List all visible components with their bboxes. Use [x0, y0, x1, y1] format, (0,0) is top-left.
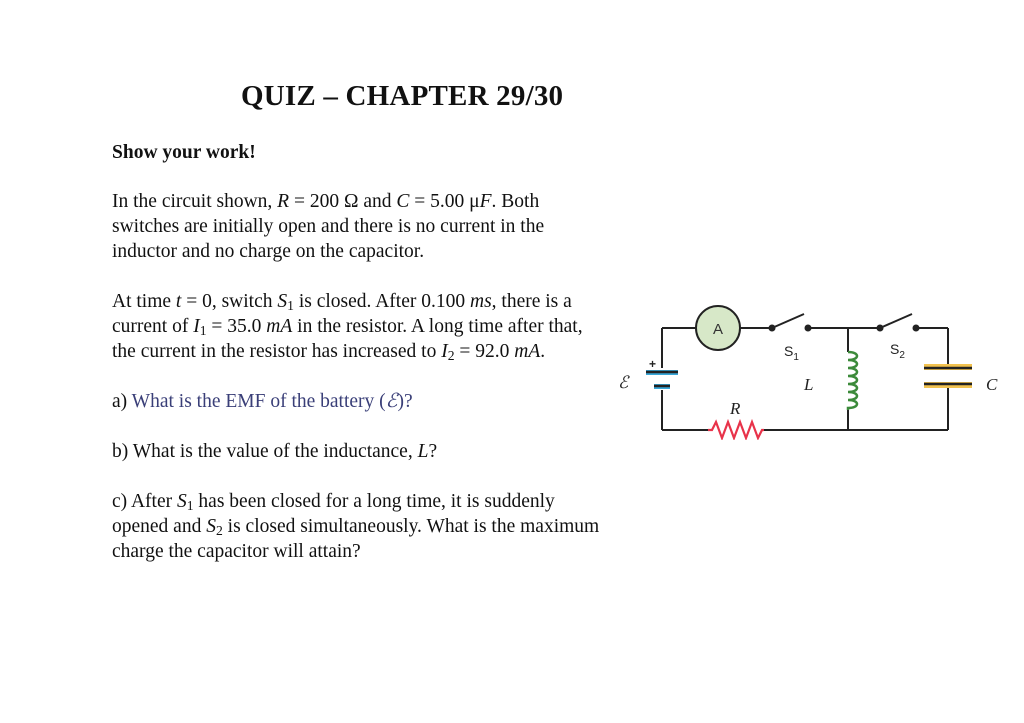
resistor-label: R [730, 399, 741, 418]
switch-s2 [877, 314, 920, 332]
switch-s2-label: $S_2$ [890, 341, 905, 361]
capacitor [924, 364, 972, 388]
quiz-body [112, 140, 602, 589]
question-c: c) After $S_1$ has been closed for a long time, it is suddenly opened and $S_2$ is closed simultaneously. What is the maximum charge the capacitor will attain? [112, 491, 600, 562]
capacitor-label: C [986, 375, 998, 394]
emf-label: ℰ [618, 373, 629, 392]
battery [646, 370, 678, 389]
problem-paragraph-1: In the circuit shown, R = 200 Ω and C = 5.00 μF. Both switches are initially open and there is no current in the inductor and no charge on the capacitor. [112, 191, 545, 262]
circuit-diagram [612, 300, 1012, 440]
ammeter [696, 306, 740, 350]
inductor [848, 352, 857, 410]
question-b: b) What is the value of the inductance, L? [112, 441, 438, 462]
instruction-text: Show your work! [112, 142, 256, 163]
page-title: QUIZ – CHAPTER 29/30 [241, 80, 564, 112]
battery-plus-label: + [649, 357, 657, 371]
ammeter-label: A [712, 321, 724, 338]
problem-paragraph-2: At time t = 0, switch $S_1$ is closed. After 0.100 ms, there is a current of $I_1 = 35.0$ mA in the resistor. A long time after that, the current in the resistor has increased to $I_2 = 92.0$ mA. [112, 291, 583, 363]
switch-s1-label: $S_1$ [784, 343, 799, 363]
switch-s1 [769, 314, 812, 332]
question-a: a) What is the EMF of the battery (ℰ)? [112, 391, 413, 412]
resistor [708, 422, 764, 438]
inductor-label: L [804, 375, 814, 394]
